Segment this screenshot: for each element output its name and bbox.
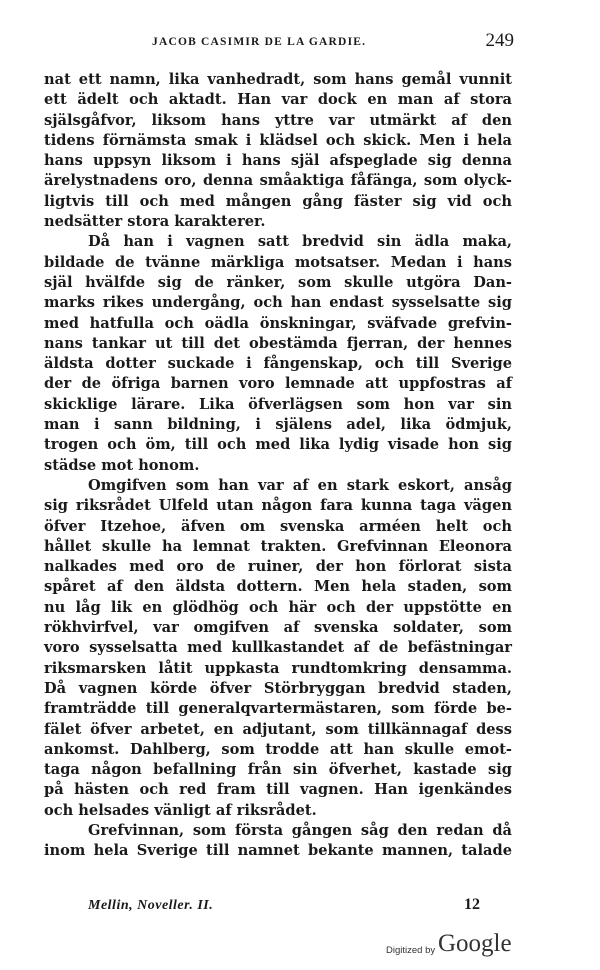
digitized-watermark	[386, 930, 526, 960]
text-line: marks rikes undergång, och han endast sysselsatte sig	[44, 294, 512, 312]
text-line: rökhvirfvel, var omgifven af svenska soldater, som	[44, 619, 512, 637]
text-line: på hästen och red fram till vagnen. Han igenkändes	[44, 781, 512, 799]
text-line: spåret af den äldsta dottern. Men hela staden, som	[44, 578, 512, 596]
text-line: nat ett namn, lika vanhedradt, som hans gemål vunnit	[44, 71, 512, 88]
google-logo: Google	[438, 930, 512, 957]
text-line: der de öfriga barnen voro lemnade att uppfostras af	[44, 375, 512, 393]
text-line: ankomst. Dahlberg, som trodde att han skulle emot-	[44, 740, 512, 758]
text-line: riksmarsken låtit uppkasta rundtomkring densamma.	[44, 659, 512, 677]
text-line: ligtvis till och med mången gång fäster sig vid och	[44, 192, 512, 210]
page-number: 249	[485, 30, 514, 51]
text-line: nedsätter stora karakterer.	[44, 213, 266, 231]
footer-signature: Mellin, Noveller. II.	[88, 898, 214, 913]
text-line: ärelystnadens oro, denna småaktiga fåfänga, som olyck-	[44, 172, 512, 190]
text-line: hållet skulle ha lemnat trakten. Grefvinnan Eleonora	[44, 537, 512, 555]
text-line: bildade de tvänne märkliga motsatser. Medan i hans	[44, 253, 512, 271]
sheet-number: 12	[464, 896, 480, 913]
text-line: och helsades vänligt af riksrådet.	[44, 801, 317, 819]
text-line: taga någon befallning från sin öfverhet, kastade sig	[44, 761, 512, 779]
text-line: ett ädelt och aktadt. Han var dock en man af stora	[44, 91, 512, 109]
text-line: man i sann bildning, i själens adel, lika ödmjuk,	[44, 416, 512, 434]
text-line: skicklige lärare. Lika öfverlägsen som hon var sin	[44, 395, 512, 413]
text-line: sig riksrådet Ulfeld utan någon fara kunna taga vägen	[44, 497, 512, 515]
text-line: själsgåfvor, liksom hans yttre var utmärkt af den	[44, 111, 512, 129]
text-line: hans uppsyn liksom i hans själ afspeglade sig denna	[44, 152, 512, 170]
text-line: trogen och öm, till och med lika lydig visade hon sig	[44, 436, 512, 454]
text-line: öfver Itzehoe, äfven om svenska arméen helt och	[44, 517, 512, 535]
page-footer	[88, 896, 488, 918]
text-line: nans tankar ut till det obestämda fjerran, der hennes	[44, 334, 512, 352]
text-line: med hatfulla och oädla önskningar, sväfvade grefvin-	[44, 314, 512, 332]
text-line: tidens förnämsta smak i klädsel och skick. Men i hela	[44, 131, 512, 149]
text-line: Grefvinnan, som första gången såg den redan då	[88, 821, 512, 839]
text-line: fälet öfver arbetet, en adjutant, som tillkännagaf dess	[44, 720, 512, 738]
text-line: nalkades med oro de ruiner, der hon förlorat sista	[44, 558, 512, 576]
text-line: städse mot honom.	[44, 456, 200, 474]
page-header	[44, 30, 516, 54]
text-line: voro sysselsatta med kullkastandet af de befästningar	[44, 639, 512, 657]
text-line: framträdde till generalqvartermästaren, som förde be-	[44, 700, 512, 718]
text-line: inom hela Sverige till namnet bekante mannen, talade	[44, 842, 512, 860]
body-text	[44, 70, 512, 862]
watermark-prefix: Digitized by	[386, 945, 436, 956]
text-line: äldsta dotter suckade i fångenskap, och till Sverige	[44, 355, 512, 373]
text-line: Då vagnen körde öfver Störbryggan bredvid staden,	[44, 679, 512, 697]
text-line: Då han i vagnen satt bredvid sin ädla maka,	[88, 233, 512, 251]
text-line: själ hvälfde sig de ränker, som skulle utgöra Dan-	[44, 273, 512, 291]
text-line: Omgifven som han var af en stark eskort, ansåg	[88, 476, 512, 494]
running-title: JACOB CASIMIR DE LA GARDIE.	[152, 36, 367, 48]
text-line: nu låg lik en glödhög och här och der uppstötte en	[44, 598, 512, 616]
